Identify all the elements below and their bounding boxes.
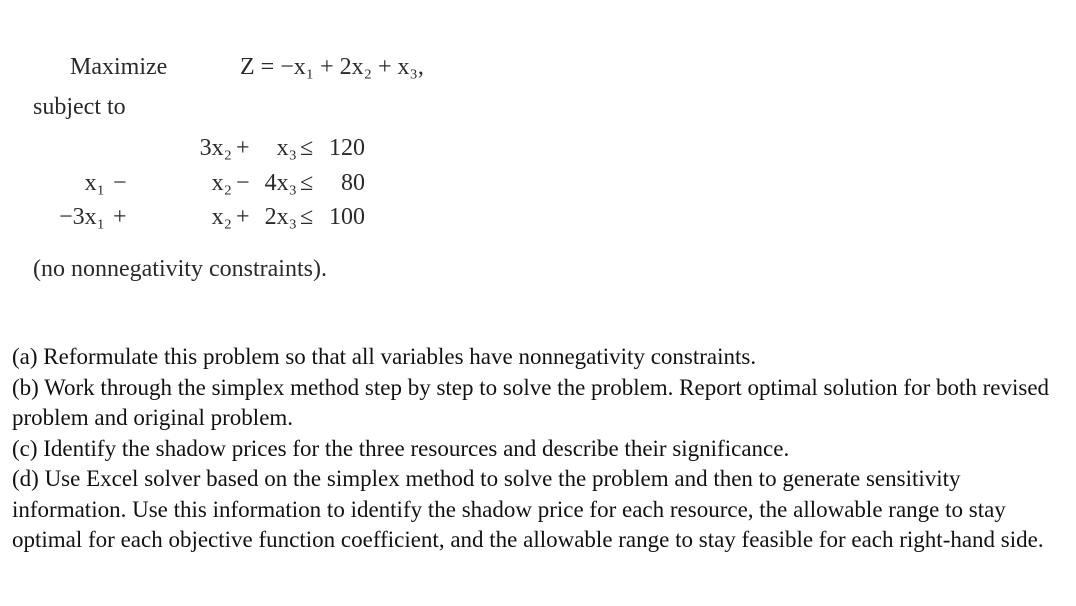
constraint-operator-2: − (236, 170, 250, 196)
objective-function: Z = −x₁ + 2x₂ + x₃, (240, 54, 424, 80)
constraint-row-1 (0, 135, 560, 167)
constraint-operator-2: + (236, 135, 250, 161)
linear-program (0, 0, 560, 300)
subject-to-label: subject to (33, 94, 126, 120)
constraint-rhs: 80 (341, 170, 365, 196)
constraint-x3-term: 2x₃ (264, 204, 297, 230)
constraint-x2-term: x₂ (211, 204, 232, 230)
question-a: (a) Reformulate this problem so that all variables have nonnegativity constraints. (12, 344, 757, 369)
question-list (12, 342, 1062, 556)
constraint-operator-1: + (113, 204, 127, 230)
constraint-relation: ≤ (300, 170, 314, 196)
maximize-label: Maximize (70, 54, 168, 80)
constraint-relation: ≤ (300, 204, 314, 230)
constraint-relation: ≤ (300, 135, 314, 161)
question-b: (b) Work through the simplex method step by step to solve the problem. Report optimal solution for both revised problem and original problem. (12, 374, 1050, 430)
constraint-x3-term: 4x₃ (264, 170, 297, 196)
constraint-x2-term: x₂ (211, 170, 232, 196)
constraint-operator-1: − (113, 170, 127, 196)
constraint-x1-term: x₁ (84, 170, 105, 196)
constraint-row-2 (0, 170, 560, 202)
constraint-x1-term: −3x₁ (59, 204, 105, 230)
question-c: (c) Identify the shadow prices for the three resources and describe their significance. (12, 435, 790, 461)
constraint-rhs: 120 (329, 135, 365, 161)
constraint-operator-2: + (236, 204, 250, 230)
question-d: (d) Use Excel solver based on the simplex method to solve the problem and then to generate sensitivity information. Use this information to identify the shadow price for each resource, the allowable range to stay optimal for each objective function coefficient, and the allowable range to stay feasible for each right-hand side. (12, 466, 1044, 552)
constraint-x2-term: 3x₂ (199, 135, 232, 161)
constraint-rhs: 100 (329, 204, 365, 230)
constraint-x3-term: x₃ (276, 135, 297, 161)
constraint-row-3 (0, 204, 560, 236)
no-nonnegativity-note: (no nonnegativity constraints). (33, 256, 327, 282)
